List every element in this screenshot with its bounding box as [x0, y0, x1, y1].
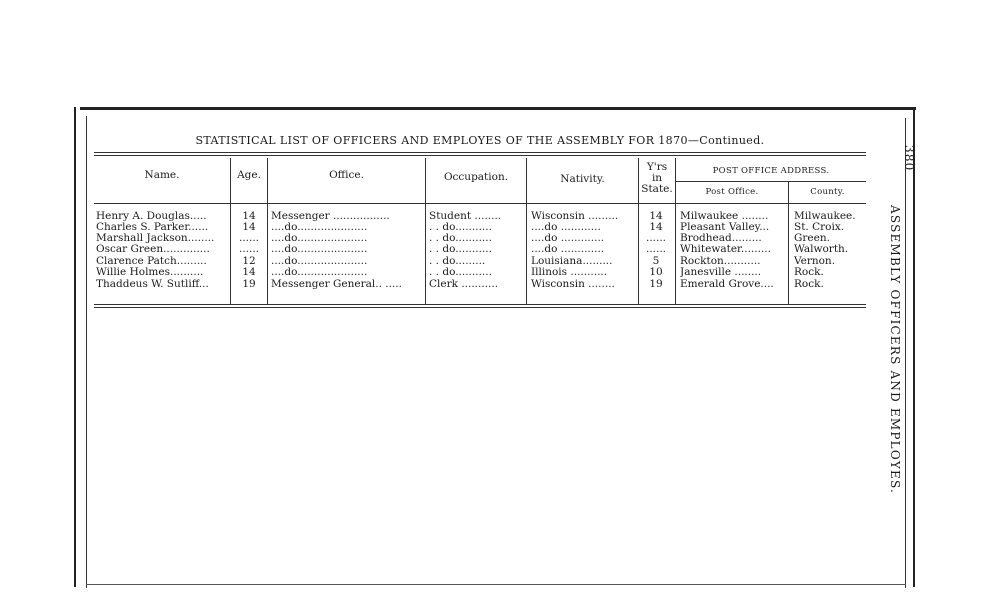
cell-years: ......	[645, 233, 667, 244]
cell-age: 14	[242, 267, 256, 278]
table-top-rule	[94, 152, 866, 156]
cell-office: Messenger General.. .....	[271, 279, 402, 290]
cell-years: 10	[649, 267, 663, 278]
cell-occupation: Clerk ...........	[429, 279, 499, 290]
cell-county: Rock.	[794, 279, 824, 290]
cell-county: Rock.	[794, 267, 824, 278]
cell-name: Willie Holmes..........	[96, 267, 204, 278]
table-row	[94, 233, 866, 244]
header-nativity: Nativity.	[560, 173, 605, 185]
cell-occupation: . . do...........	[429, 233, 492, 244]
cell-years: 5	[652, 256, 660, 267]
header-county: County.	[810, 187, 845, 197]
page-frame-left	[74, 107, 76, 587]
running-head: ASSEMBLY OFFICERS AND EMPLOYES.	[888, 205, 902, 494]
cell-years: ......	[645, 244, 667, 255]
cell-office: ....do.....................	[271, 256, 368, 267]
cell-name: Charles S. Parker......	[96, 222, 209, 233]
table-row	[94, 244, 866, 255]
cell-post-office: Pleasant Valley...	[680, 222, 770, 233]
cell-occupation: . . do...........	[429, 244, 492, 255]
table-title: STATISTICAL LIST OF OFFICERS AND EMPLOYES OF THE ASSEMBLY FOR 1870—Continued.	[195, 134, 765, 147]
cell-nativity: ....do .............	[531, 233, 605, 244]
cell-occupation: Student ........	[429, 211, 502, 222]
cell-post-office: Emerald Grove....	[680, 279, 774, 290]
page-frame-top	[80, 107, 916, 110]
cell-nativity: ....do .............	[531, 244, 605, 255]
cell-name: Oscar Green..............	[96, 244, 210, 255]
table-row	[94, 211, 866, 222]
cell-age: ......	[238, 233, 260, 244]
cell-years: 14	[649, 222, 663, 233]
cell-office: Messenger .................	[271, 211, 390, 222]
cell-office: ....do.....................	[271, 233, 368, 244]
post-office-subrule	[676, 181, 866, 182]
table-row	[94, 222, 866, 233]
cell-age: ......	[238, 244, 260, 255]
table-row	[94, 267, 866, 278]
cell-age: 14	[242, 211, 256, 222]
cell-nativity: ....do ............	[531, 222, 601, 233]
cell-post-office: Milwaukee ........	[680, 211, 769, 222]
cell-occupation: . . do.........	[429, 256, 486, 267]
cell-name: Clarence Patch.........	[96, 256, 207, 267]
cell-county: St. Croix.	[794, 222, 845, 233]
cell-name: Thaddeus W. Sutliff...	[96, 279, 209, 290]
cell-county: Walworth.	[794, 244, 849, 255]
header-age: Age.	[237, 169, 261, 181]
cell-nativity: Wisconsin .........	[531, 211, 619, 222]
table-bottom-rule	[94, 304, 866, 308]
cell-nativity: Illinois ...........	[531, 267, 608, 278]
header-name: Name.	[144, 169, 180, 181]
cell-county: Milwaukee.	[794, 211, 856, 222]
cell-years: 19	[649, 279, 663, 290]
header-years-line-1: Y'rs	[646, 161, 668, 173]
header-years-in-state	[639, 162, 675, 195]
page-number: 380	[902, 145, 916, 172]
cell-nativity: Louisiana.........	[531, 256, 613, 267]
cell-post-office: Brodhead.........	[680, 233, 762, 244]
cell-office: ....do.....................	[271, 267, 368, 278]
side-margin	[888, 145, 916, 494]
cell-age: 19	[242, 279, 256, 290]
cell-post-office: Whitewater.........	[680, 244, 771, 255]
cell-age: 14	[242, 222, 256, 233]
cell-years: 14	[649, 211, 663, 222]
page-frame-bottom	[86, 584, 906, 585]
header-post-office: Post Office.	[705, 187, 759, 197]
header-bottom-rule	[94, 203, 866, 204]
table-row	[94, 256, 866, 267]
cell-name: Marshall Jackson........	[96, 233, 215, 244]
header-years-line-2: in	[651, 172, 663, 184]
header-office: Office.	[329, 169, 364, 181]
table-row	[94, 279, 866, 290]
header-years-line-3: State.	[641, 183, 673, 195]
cell-office: ....do.....................	[271, 222, 368, 233]
cell-post-office: Rockton...........	[680, 256, 761, 267]
cell-county: Green.	[794, 233, 830, 244]
cell-county: Vernon.	[794, 256, 836, 267]
cell-office: ....do.....................	[271, 244, 368, 255]
cell-occupation: . . do...........	[429, 222, 492, 233]
cell-post-office: Janesville ........	[680, 267, 762, 278]
header-post-office-address: POST OFFICE ADDRESS.	[712, 166, 830, 176]
cell-occupation: . . do...........	[429, 267, 492, 278]
cell-name: Henry A. Douglas.....	[96, 211, 207, 222]
page-frame-left-inner	[86, 116, 87, 588]
header-occupation: Occupation.	[443, 171, 509, 183]
cell-nativity: Wisconsin ........	[531, 279, 615, 290]
cell-age: 12	[242, 256, 256, 267]
